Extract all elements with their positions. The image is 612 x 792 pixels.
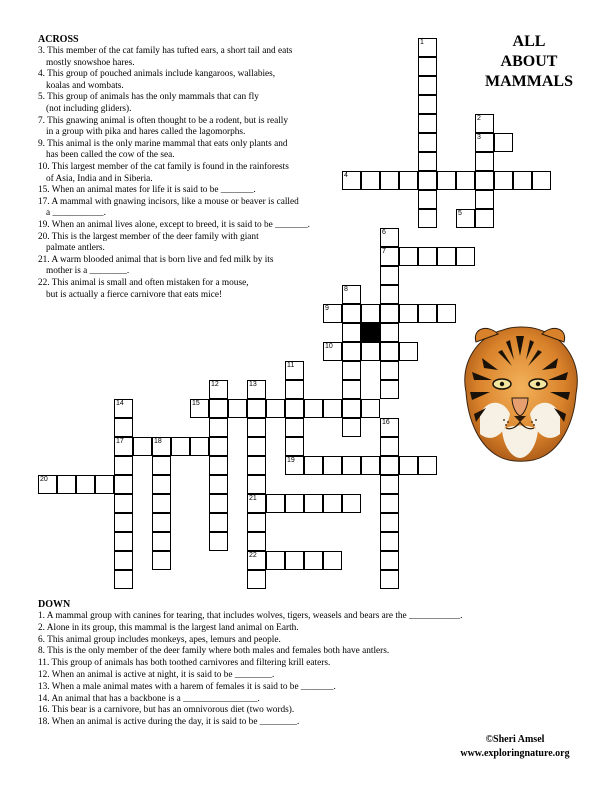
- crossword-cell[interactable]: [152, 437, 171, 456]
- across-clue: [38, 69, 275, 92]
- crossword-cell[interactable]: [323, 494, 342, 513]
- crossword-cell[interactable]: [380, 456, 399, 475]
- crossword-cell[interactable]: [342, 456, 361, 475]
- cell-number: 14: [116, 400, 124, 407]
- clue-text: This member of the cat family has tufted ears, a short tail and eats: [47, 46, 293, 56]
- crossword-cell[interactable]: [380, 361, 399, 380]
- cell-number: 22: [249, 552, 257, 559]
- clue-number: 6.: [38, 634, 45, 645]
- crossword-cell[interactable]: [475, 190, 494, 209]
- crossword-cell[interactable]: [456, 209, 475, 228]
- clue-text: mostly snowshoe hares.: [46, 57, 135, 68]
- crossword-cell[interactable]: [114, 513, 133, 532]
- crossword-cell[interactable]: [285, 551, 304, 570]
- crossword-cell[interactable]: [342, 342, 361, 361]
- crossword-cell[interactable]: [247, 399, 266, 418]
- down-clue: [38, 705, 294, 717]
- clue-text: This group of animals has the only mammals that can fly: [47, 92, 259, 103]
- crossword-cell[interactable]: [380, 285, 399, 304]
- crossword-cell[interactable]: [342, 399, 361, 418]
- crossword-cell[interactable]: [475, 209, 494, 228]
- crossword-cell[interactable]: [152, 456, 171, 475]
- crossword-cell[interactable]: [380, 532, 399, 551]
- clue-number: 13.: [38, 681, 50, 692]
- clue-number: 15.: [38, 185, 50, 196]
- crossword-cell[interactable]: [152, 551, 171, 570]
- crossword-cell[interactable]: [247, 513, 266, 532]
- down-clue: [38, 635, 281, 647]
- crossword-cell[interactable]: [209, 399, 228, 418]
- clue-text: A mammal group with canines for tearing, that includes wolves, tigers, weasels and bears are the ___________.: [46, 611, 463, 621]
- clue-number: 14.: [38, 693, 50, 704]
- black-square: [361, 323, 380, 342]
- crossword-cell[interactable]: [285, 437, 304, 456]
- across-clue: [38, 278, 249, 301]
- crossword-cell[interactable]: [209, 380, 228, 399]
- crossword-cell[interactable]: [494, 133, 513, 152]
- clue-number: 4.: [38, 69, 45, 80]
- cell-number: 17: [116, 438, 124, 445]
- crossword-cell[interactable]: [418, 304, 437, 323]
- crossword-cell[interactable]: [304, 494, 323, 513]
- crossword-cell[interactable]: [152, 475, 171, 494]
- title-line: ABOUT: [500, 53, 558, 70]
- clue-text: This largest member of the cat family is found in the rainforests: [51, 162, 289, 172]
- crossword-cell[interactable]: [380, 247, 399, 266]
- clue-text: When an animal is active at night, it is said to be ________.: [51, 670, 275, 680]
- clue-text: in a group with pika and hares called the lagomorphs.: [46, 127, 246, 138]
- clue-number: 11.: [38, 658, 50, 669]
- title-line: ALL: [512, 33, 546, 50]
- across-clue: [38, 197, 299, 220]
- crossword-cell[interactable]: [475, 133, 494, 152]
- crossword-cell[interactable]: [323, 399, 342, 418]
- crossword-cell[interactable]: [304, 551, 323, 570]
- across-clue: [38, 46, 292, 69]
- crossword-cell[interactable]: [209, 494, 228, 513]
- crossword-cell[interactable]: [133, 437, 152, 456]
- crossword-cell[interactable]: [266, 551, 285, 570]
- crossword-cell[interactable]: [38, 475, 57, 494]
- crossword-cell[interactable]: [380, 418, 399, 437]
- clue-text: of Asia, India and in Siberia.: [46, 173, 153, 184]
- cell-number: 9: [325, 305, 329, 312]
- crossword-cell[interactable]: [209, 418, 228, 437]
- clue-text: has been called the cow of the sea.: [46, 150, 175, 161]
- crossword-cell[interactable]: [437, 247, 456, 266]
- clue-number: 5.: [38, 92, 45, 103]
- across-clue: [38, 185, 256, 197]
- crossword-cell[interactable]: [380, 570, 399, 589]
- crossword-cell[interactable]: [342, 380, 361, 399]
- cell-number: 18: [154, 438, 162, 445]
- crossword-cell[interactable]: [437, 304, 456, 323]
- clue-text: This animal is the only marine mammal that eats only plants and: [47, 138, 288, 149]
- crossword-cell[interactable]: [380, 323, 399, 342]
- crossword-cell[interactable]: [380, 494, 399, 513]
- down-clue: [38, 682, 336, 694]
- cell-number: 6: [382, 229, 386, 236]
- crossword-cell[interactable]: [361, 171, 380, 190]
- crossword-cell[interactable]: [380, 266, 399, 285]
- crossword-cell[interactable]: [361, 399, 380, 418]
- crossword-cell[interactable]: [418, 133, 437, 152]
- cell-number: 3: [477, 134, 481, 141]
- title-line: MAMMALS: [485, 73, 573, 90]
- crossword-cell[interactable]: [475, 152, 494, 171]
- crossword-cell[interactable]: [380, 437, 399, 456]
- crossword-cell[interactable]: [380, 475, 399, 494]
- crossword-cell[interactable]: [323, 456, 342, 475]
- cell-number: 15: [192, 400, 200, 407]
- clue-number: 2.: [38, 622, 45, 633]
- crossword-cell[interactable]: [247, 570, 266, 589]
- across-clue: [38, 116, 288, 139]
- clue-number: 20.: [38, 231, 50, 242]
- cell-number: 2: [477, 115, 481, 122]
- crossword-cell[interactable]: [418, 190, 437, 209]
- across-clue: [38, 232, 259, 255]
- crossword-cell[interactable]: [114, 570, 133, 589]
- crossword-cell[interactable]: [361, 456, 380, 475]
- crossword-cell[interactable]: [342, 361, 361, 380]
- crossword-cell[interactable]: [437, 171, 456, 190]
- clue-text: When an animal lives alone, except to breed, it is said to be _______.: [51, 220, 310, 230]
- crossword-cell[interactable]: [266, 494, 285, 513]
- crossword-cell[interactable]: [513, 171, 532, 190]
- crossword-cell[interactable]: [209, 532, 228, 551]
- clue-text: An animal that has a backbone is a ________________.: [51, 693, 260, 704]
- crossword-cell[interactable]: [380, 171, 399, 190]
- down-clue: [38, 670, 274, 682]
- crossword-cell[interactable]: [114, 551, 133, 570]
- clue-text: When an animal mates for life it is said to be _______.: [51, 185, 256, 196]
- copyright-credit: [440, 733, 590, 761]
- crossword-cell[interactable]: [209, 475, 228, 494]
- down-clue: [38, 658, 330, 670]
- crossword-cell[interactable]: [152, 513, 171, 532]
- crossword-cell[interactable]: [247, 437, 266, 456]
- clue-number: 3.: [38, 46, 45, 56]
- crossword-cell[interactable]: [342, 304, 361, 323]
- crossword-cell[interactable]: [209, 437, 228, 456]
- clue-text: When a male animal mates with a harem of females it is said to be _______.: [51, 681, 336, 692]
- crossword-cell[interactable]: [209, 456, 228, 475]
- crossword-cell[interactable]: [57, 475, 76, 494]
- cell-number: 13: [249, 381, 257, 388]
- crossword-cell[interactable]: [418, 209, 437, 228]
- crossword-cell[interactable]: [456, 171, 475, 190]
- crossword-cell[interactable]: [247, 551, 266, 570]
- crossword-cell[interactable]: [285, 494, 304, 513]
- clue-text: This animal is small and often mistaken for a mouse,: [51, 278, 249, 288]
- clue-text: This group of animals has both toothed carnivores and filtering krill eaters.: [51, 658, 331, 669]
- crossword-cell[interactable]: [285, 399, 304, 418]
- cell-number: 7: [382, 248, 386, 255]
- crossword-cell[interactable]: [171, 437, 190, 456]
- crossword-cell[interactable]: [247, 475, 266, 494]
- crossword-cell[interactable]: [228, 399, 247, 418]
- cell-number: 16: [382, 419, 390, 426]
- crossword-cell[interactable]: [418, 57, 437, 76]
- clue-number: 21.: [38, 254, 50, 265]
- crossword-cell[interactable]: [418, 171, 437, 190]
- crossword-cell[interactable]: [247, 494, 266, 513]
- crossword-cell[interactable]: [380, 342, 399, 361]
- down-clue: [38, 646, 389, 658]
- crossword-cell[interactable]: [323, 342, 342, 361]
- website-credit: www.exploringnature.org: [460, 748, 570, 759]
- crossword-cell[interactable]: [380, 380, 399, 399]
- crossword-cell[interactable]: [247, 380, 266, 399]
- crossword-cell[interactable]: [418, 114, 437, 133]
- clue-number: 9.: [38, 138, 45, 149]
- crossword-cell[interactable]: [323, 551, 342, 570]
- crossword-cell[interactable]: [114, 418, 133, 437]
- across-clue: [38, 220, 310, 232]
- crossword-cell[interactable]: [456, 247, 475, 266]
- crossword-cell[interactable]: [380, 304, 399, 323]
- crossword-cell[interactable]: [285, 380, 304, 399]
- crossword-cell[interactable]: [209, 513, 228, 532]
- crossword-cell[interactable]: [418, 152, 437, 171]
- clue-text: This is the largest member of the deer family with giant: [51, 231, 259, 242]
- clue-text: mother is a ________.: [46, 266, 130, 277]
- crossword-cell[interactable]: [418, 38, 437, 57]
- crossword-cell[interactable]: [494, 171, 513, 190]
- across-clue: [38, 255, 274, 278]
- clue-text: Alone in its group, this mammal is the largest land animal on Earth.: [46, 622, 299, 633]
- across-clue: [38, 92, 259, 115]
- crossword-cell[interactable]: [285, 456, 304, 475]
- cell-number: 8: [344, 286, 348, 293]
- clue-text: This is the only member of the deer family where both males and females both have antlers.: [47, 646, 390, 657]
- crossword-cell[interactable]: [418, 247, 437, 266]
- crossword-cell[interactable]: [380, 551, 399, 570]
- clue-number: 8.: [38, 646, 45, 657]
- clue-text: This animal group includes monkeys, apes, lemurs and people.: [47, 634, 281, 645]
- cell-number: 4: [344, 172, 348, 179]
- clue-text: koalas and wombats.: [46, 80, 124, 91]
- cell-number: 20: [40, 476, 48, 483]
- crossword-cell[interactable]: [323, 304, 342, 323]
- crossword-cell[interactable]: [399, 304, 418, 323]
- clue-number: 16.: [38, 705, 50, 716]
- clue-text: This gnawing animal is often thought to be a rodent, but is really: [47, 115, 289, 126]
- crossword-cell[interactable]: [247, 456, 266, 475]
- crossword-cell[interactable]: [247, 532, 266, 551]
- clue-text: This group of pouched animals include kangaroos, wallabies,: [47, 69, 276, 80]
- page-title: [475, 32, 583, 92]
- crossword-cell[interactable]: [399, 342, 418, 361]
- cell-number: 21: [249, 495, 257, 502]
- cell-number: 19: [287, 457, 295, 464]
- crossword-cell[interactable]: [190, 437, 209, 456]
- crossword-cell[interactable]: [342, 171, 361, 190]
- crossword-cell[interactable]: [399, 456, 418, 475]
- crossword-cell[interactable]: [114, 532, 133, 551]
- down-heading: DOWN: [38, 599, 71, 610]
- crossword-cell[interactable]: [304, 456, 323, 475]
- clue-number: 1.: [38, 611, 45, 621]
- crossword-cell[interactable]: [114, 399, 133, 418]
- clue-text: This bear is a carnivore, but has an omnivorous diet (two words).: [51, 705, 295, 716]
- crossword-cell[interactable]: [266, 399, 285, 418]
- crossword-cell[interactable]: [342, 285, 361, 304]
- crossword-cell[interactable]: [152, 494, 171, 513]
- clue-text: (not including gliders).: [46, 103, 132, 114]
- clue-text: When an animal is active during the day, it is said to be ________.: [51, 717, 300, 728]
- tiger-icon: [458, 322, 583, 467]
- crossword-cell[interactable]: [342, 494, 361, 513]
- down-clue: [38, 623, 299, 635]
- crossword-cell[interactable]: [76, 475, 95, 494]
- crossword-cell[interactable]: [418, 76, 437, 95]
- crossword-cell[interactable]: [114, 475, 133, 494]
- clue-number: 19.: [38, 220, 50, 230]
- crossword-cell[interactable]: [285, 418, 304, 437]
- clue-text: palmate antlers.: [46, 243, 105, 254]
- crossword-cell[interactable]: [361, 342, 380, 361]
- clue-number: 22.: [38, 278, 50, 288]
- crossword-cell[interactable]: [475, 114, 494, 133]
- crossword-cell[interactable]: [532, 171, 551, 190]
- author-credit: ©Sheri Amsel: [485, 734, 545, 745]
- down-clue: [38, 717, 299, 729]
- down-clue: [38, 611, 462, 623]
- crossword-cell[interactable]: [114, 437, 133, 456]
- crossword-cell[interactable]: [418, 95, 437, 114]
- crossword-cell[interactable]: [399, 171, 418, 190]
- down-clue: [38, 694, 260, 706]
- crossword-cell[interactable]: [399, 247, 418, 266]
- crossword-cell[interactable]: [418, 456, 437, 475]
- clue-number: 18.: [38, 717, 50, 728]
- crossword-cell[interactable]: [152, 532, 171, 551]
- crossword-cell[interactable]: [114, 456, 133, 475]
- cell-number: 10: [325, 343, 333, 350]
- clue-text: A mammal with gnawing incisors, like a mouse or beaver is called: [51, 196, 299, 207]
- clue-text: A warm blooded animal that is born live and fed milk by its: [51, 254, 274, 265]
- clue-text: a ___________.: [46, 208, 106, 219]
- crossword-cell[interactable]: [114, 494, 133, 513]
- clue-text: but is actually a fierce carnivore that eats mice!: [46, 289, 223, 300]
- clue-number: 12.: [38, 670, 50, 680]
- crossword-cell[interactable]: [342, 323, 361, 342]
- crossword-cell[interactable]: [380, 513, 399, 532]
- crossword-cell[interactable]: [342, 418, 361, 437]
- across-clue: [38, 139, 288, 162]
- across-clue: [38, 162, 289, 185]
- crossword-cell[interactable]: [190, 399, 209, 418]
- clue-number: 7.: [38, 115, 45, 126]
- cell-number: 11: [287, 362, 295, 369]
- cell-number: 1: [420, 39, 424, 46]
- crossword-cell[interactable]: [361, 304, 380, 323]
- crossword-cell[interactable]: [475, 171, 494, 190]
- crossword-cell[interactable]: [304, 399, 323, 418]
- cell-number: 5: [458, 210, 462, 217]
- crossword-cell[interactable]: [247, 418, 266, 437]
- clue-number: 10.: [38, 162, 50, 172]
- across-heading: ACROSS: [38, 34, 79, 45]
- crossword-cell[interactable]: [95, 475, 114, 494]
- clue-number: 17.: [38, 196, 50, 207]
- cell-number: 12: [211, 381, 219, 388]
- crossword-cell[interactable]: [285, 361, 304, 380]
- crossword-cell[interactable]: [380, 228, 399, 247]
